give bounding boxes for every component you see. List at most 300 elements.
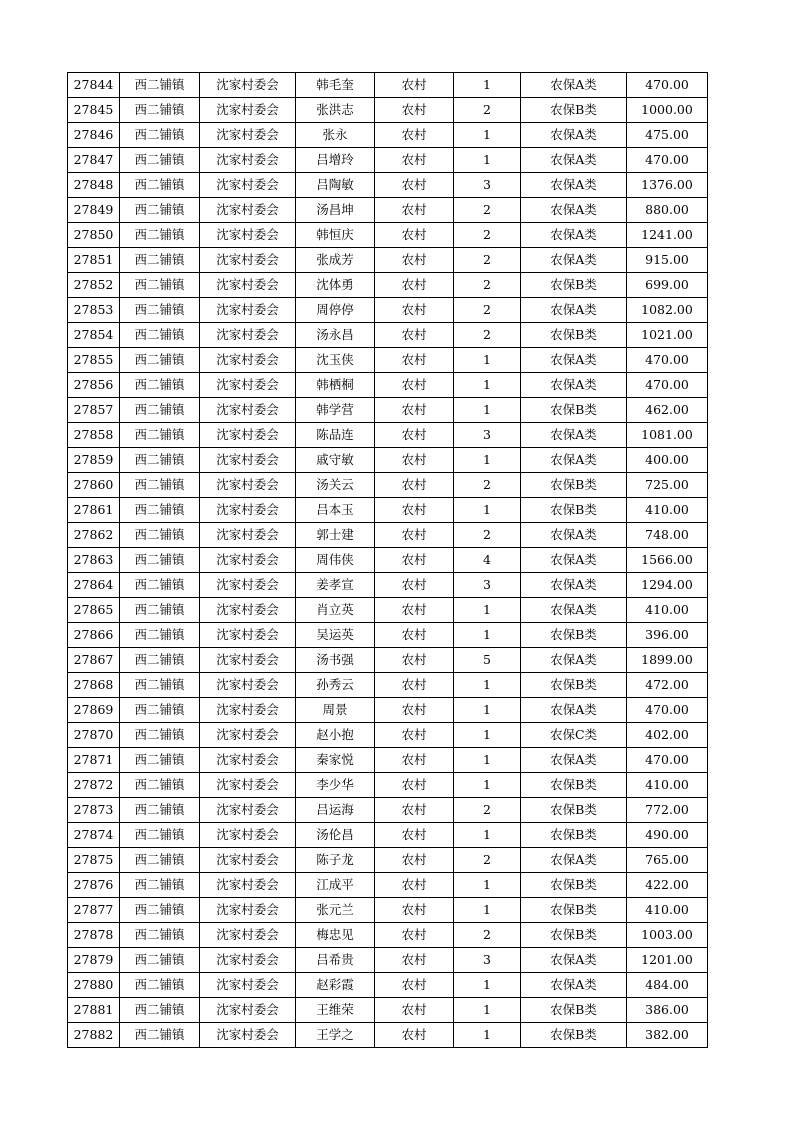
- cell-category: 农保A类: [521, 548, 627, 573]
- table-row: [68, 873, 708, 898]
- cell-type: 农村: [375, 348, 454, 373]
- cell-amount: 462.00: [627, 398, 708, 423]
- cell-village: 沈家村委会: [200, 823, 296, 848]
- table-row: [68, 348, 708, 373]
- cell-count: 1: [454, 598, 521, 623]
- cell-town: 西二铺镇: [120, 823, 200, 848]
- cell-category: 农保A类: [521, 698, 627, 723]
- cell-amount: 1899.00: [627, 648, 708, 673]
- cell-count: 1: [454, 723, 521, 748]
- table-row: [68, 398, 708, 423]
- cell-village: 沈家村委会: [200, 348, 296, 373]
- cell-name: 肖立英: [296, 598, 375, 623]
- cell-id: 27873: [68, 798, 120, 823]
- cell-count: 2: [454, 798, 521, 823]
- cell-id: 27850: [68, 223, 120, 248]
- table-row: [68, 598, 708, 623]
- cell-id: 27860: [68, 473, 120, 498]
- cell-id: 27864: [68, 573, 120, 598]
- cell-name: 韩恒庆: [296, 223, 375, 248]
- cell-count: 1: [454, 498, 521, 523]
- cell-name: 汤伦昌: [296, 823, 375, 848]
- cell-count: 1: [454, 148, 521, 173]
- cell-category: 农保A类: [521, 748, 627, 773]
- cell-name: 汤书强: [296, 648, 375, 673]
- cell-name: 汤关云: [296, 473, 375, 498]
- cell-amount: 410.00: [627, 598, 708, 623]
- cell-village: 沈家村委会: [200, 798, 296, 823]
- cell-town: 西二铺镇: [120, 473, 200, 498]
- cell-name: 赵彩霞: [296, 973, 375, 998]
- cell-name: 孙秀云: [296, 673, 375, 698]
- cell-town: 西二铺镇: [120, 198, 200, 223]
- cell-name: 陈品连: [296, 423, 375, 448]
- cell-amount: 1566.00: [627, 548, 708, 573]
- cell-amount: 470.00: [627, 348, 708, 373]
- cell-count: 1: [454, 898, 521, 923]
- cell-village: 沈家村委会: [200, 698, 296, 723]
- cell-count: 1: [454, 973, 521, 998]
- cell-amount: 915.00: [627, 248, 708, 273]
- cell-name: 戚守敏: [296, 448, 375, 473]
- cell-name: 赵小抱: [296, 723, 375, 748]
- table-row: [68, 748, 708, 773]
- table-row: [68, 498, 708, 523]
- cell-town: 西二铺镇: [120, 523, 200, 548]
- cell-type: 农村: [375, 298, 454, 323]
- cell-amount: 410.00: [627, 498, 708, 523]
- cell-type: 农村: [375, 473, 454, 498]
- cell-category: 农保B类: [521, 873, 627, 898]
- cell-count: 2: [454, 523, 521, 548]
- cell-name: 王维荣: [296, 998, 375, 1023]
- cell-id: 27845: [68, 98, 120, 123]
- cell-category: 农保B类: [521, 398, 627, 423]
- cell-category: 农保A类: [521, 298, 627, 323]
- table-row: [68, 673, 708, 698]
- cell-category: 农保A类: [521, 223, 627, 248]
- cell-category: 农保A类: [521, 848, 627, 873]
- cell-count: 2: [454, 198, 521, 223]
- cell-category: 农保B类: [521, 998, 627, 1023]
- cell-id: 27881: [68, 998, 120, 1023]
- cell-name: 吕本玉: [296, 498, 375, 523]
- cell-category: 农保B类: [521, 923, 627, 948]
- cell-category: 农保A类: [521, 148, 627, 173]
- cell-count: 3: [454, 423, 521, 448]
- cell-type: 农村: [375, 273, 454, 298]
- cell-name: 吴运英: [296, 623, 375, 648]
- cell-village: 沈家村委会: [200, 148, 296, 173]
- cell-count: 1: [454, 748, 521, 773]
- cell-name: 周伟侠: [296, 548, 375, 573]
- table-row: [68, 573, 708, 598]
- cell-id: 27847: [68, 148, 120, 173]
- cell-type: 农村: [375, 773, 454, 798]
- cell-category: 农保B类: [521, 473, 627, 498]
- table-row: [68, 523, 708, 548]
- cell-id: 27861: [68, 498, 120, 523]
- cell-town: 西二铺镇: [120, 73, 200, 98]
- table-row: [68, 648, 708, 673]
- cell-town: 西二铺镇: [120, 248, 200, 273]
- table-row: [68, 773, 708, 798]
- cell-category: 农保A类: [521, 73, 627, 98]
- table-row: [68, 423, 708, 448]
- cell-amount: 396.00: [627, 623, 708, 648]
- cell-type: 农村: [375, 848, 454, 873]
- cell-id: 27852: [68, 273, 120, 298]
- table-row: [68, 948, 708, 973]
- cell-village: 沈家村委会: [200, 73, 296, 98]
- cell-id: 27877: [68, 898, 120, 923]
- cell-village: 沈家村委会: [200, 398, 296, 423]
- cell-town: 西二铺镇: [120, 748, 200, 773]
- cell-name: 张成芳: [296, 248, 375, 273]
- cell-name: 汤永昌: [296, 323, 375, 348]
- cell-id: 27882: [68, 1023, 120, 1048]
- cell-amount: 470.00: [627, 748, 708, 773]
- cell-count: 1: [454, 823, 521, 848]
- cell-type: 农村: [375, 823, 454, 848]
- table-row: [68, 373, 708, 398]
- cell-id: 27849: [68, 198, 120, 223]
- cell-category: 农保A类: [521, 198, 627, 223]
- cell-id: 27875: [68, 848, 120, 873]
- cell-amount: 1294.00: [627, 573, 708, 598]
- cell-count: 2: [454, 848, 521, 873]
- cell-name: 韩栖桐: [296, 373, 375, 398]
- cell-count: 2: [454, 323, 521, 348]
- cell-category: 农保B类: [521, 673, 627, 698]
- cell-village: 沈家村委会: [200, 423, 296, 448]
- cell-category: 农保A类: [521, 948, 627, 973]
- cell-category: 农保A类: [521, 173, 627, 198]
- cell-category: 农保B类: [521, 498, 627, 523]
- cell-name: 梅忠见: [296, 923, 375, 948]
- cell-amount: 699.00: [627, 273, 708, 298]
- cell-town: 西二铺镇: [120, 898, 200, 923]
- cell-type: 农村: [375, 748, 454, 773]
- cell-town: 西二铺镇: [120, 573, 200, 598]
- table-row: [68, 298, 708, 323]
- cell-amount: 1081.00: [627, 423, 708, 448]
- cell-id: 27856: [68, 373, 120, 398]
- cell-amount: 402.00: [627, 723, 708, 748]
- cell-village: 沈家村委会: [200, 973, 296, 998]
- cell-town: 西二铺镇: [120, 623, 200, 648]
- cell-village: 沈家村委会: [200, 998, 296, 1023]
- cell-category: 农保C类: [521, 723, 627, 748]
- cell-count: 1: [454, 123, 521, 148]
- cell-amount: 472.00: [627, 673, 708, 698]
- cell-id: 27863: [68, 548, 120, 573]
- cell-type: 农村: [375, 498, 454, 523]
- cell-amount: 470.00: [627, 148, 708, 173]
- cell-town: 西二铺镇: [120, 698, 200, 723]
- table-row: [68, 273, 708, 298]
- cell-count: 1: [454, 673, 521, 698]
- cell-count: 1: [454, 873, 521, 898]
- cell-amount: 470.00: [627, 73, 708, 98]
- table-row: [68, 148, 708, 173]
- cell-id: 27848: [68, 173, 120, 198]
- cell-name: 陈子龙: [296, 848, 375, 873]
- cell-category: 农保A类: [521, 123, 627, 148]
- cell-id: 27851: [68, 248, 120, 273]
- cell-type: 农村: [375, 123, 454, 148]
- cell-amount: 422.00: [627, 873, 708, 898]
- cell-type: 农村: [375, 623, 454, 648]
- cell-name: 周停停: [296, 298, 375, 323]
- cell-village: 沈家村委会: [200, 948, 296, 973]
- cell-village: 沈家村委会: [200, 523, 296, 548]
- cell-count: 1: [454, 773, 521, 798]
- cell-type: 农村: [375, 673, 454, 698]
- table-row: [68, 898, 708, 923]
- cell-id: 27869: [68, 698, 120, 723]
- cell-village: 沈家村委会: [200, 723, 296, 748]
- cell-type: 农村: [375, 798, 454, 823]
- cell-amount: 400.00: [627, 448, 708, 473]
- cell-id: 27866: [68, 623, 120, 648]
- cell-type: 农村: [375, 973, 454, 998]
- cell-type: 农村: [375, 548, 454, 573]
- cell-count: 1: [454, 1023, 521, 1048]
- cell-count: 1: [454, 623, 521, 648]
- cell-town: 西二铺镇: [120, 123, 200, 148]
- cell-name: 姜孝宣: [296, 573, 375, 598]
- cell-village: 沈家村委会: [200, 648, 296, 673]
- cell-count: 1: [454, 698, 521, 723]
- table-row: [68, 548, 708, 573]
- cell-village: 沈家村委会: [200, 673, 296, 698]
- cell-name: 江成平: [296, 873, 375, 898]
- table-row: [68, 123, 708, 148]
- cell-village: 沈家村委会: [200, 873, 296, 898]
- cell-amount: 410.00: [627, 898, 708, 923]
- cell-village: 沈家村委会: [200, 898, 296, 923]
- cell-name: 沈体勇: [296, 273, 375, 298]
- cell-name: 王学之: [296, 1023, 375, 1048]
- cell-category: 农保B类: [521, 273, 627, 298]
- cell-town: 西二铺镇: [120, 498, 200, 523]
- cell-category: 农保B类: [521, 823, 627, 848]
- cell-name: 张洪志: [296, 98, 375, 123]
- cell-town: 西二铺镇: [120, 648, 200, 673]
- table-row: [68, 223, 708, 248]
- cell-town: 西二铺镇: [120, 298, 200, 323]
- cell-category: 农保B类: [521, 898, 627, 923]
- cell-amount: 765.00: [627, 848, 708, 873]
- cell-count: 3: [454, 173, 521, 198]
- cell-count: 2: [454, 473, 521, 498]
- cell-village: 沈家村委会: [200, 323, 296, 348]
- cell-count: 1: [454, 373, 521, 398]
- cell-amount: 490.00: [627, 823, 708, 848]
- cell-town: 西二铺镇: [120, 548, 200, 573]
- cell-village: 沈家村委会: [200, 448, 296, 473]
- cell-id: 27855: [68, 348, 120, 373]
- cell-town: 西二铺镇: [120, 873, 200, 898]
- cell-village: 沈家村委会: [200, 98, 296, 123]
- cell-id: 27868: [68, 673, 120, 698]
- cell-town: 西二铺镇: [120, 423, 200, 448]
- cell-amount: 382.00: [627, 1023, 708, 1048]
- cell-category: 农保B类: [521, 798, 627, 823]
- cell-amount: 475.00: [627, 123, 708, 148]
- cell-village: 沈家村委会: [200, 123, 296, 148]
- cell-amount: 470.00: [627, 373, 708, 398]
- cell-id: 27879: [68, 948, 120, 973]
- cell-count: 3: [454, 573, 521, 598]
- cell-amount: 880.00: [627, 198, 708, 223]
- cell-name: 吕希贵: [296, 948, 375, 973]
- cell-category: 农保B类: [521, 773, 627, 798]
- cell-type: 农村: [375, 648, 454, 673]
- cell-id: 27876: [68, 873, 120, 898]
- cell-town: 西二铺镇: [120, 848, 200, 873]
- cell-town: 西二铺镇: [120, 223, 200, 248]
- table-row: [68, 198, 708, 223]
- data-table: [67, 72, 708, 1048]
- table-row: [68, 1023, 708, 1048]
- cell-count: 1: [454, 998, 521, 1023]
- cell-village: 沈家村委会: [200, 848, 296, 873]
- table-row: [68, 323, 708, 348]
- cell-type: 农村: [375, 948, 454, 973]
- cell-id: 27858: [68, 423, 120, 448]
- cell-type: 农村: [375, 448, 454, 473]
- table-row: [68, 73, 708, 98]
- table-row: [68, 173, 708, 198]
- cell-name: 韩学营: [296, 398, 375, 423]
- cell-town: 西二铺镇: [120, 1023, 200, 1048]
- cell-category: 农保B类: [521, 98, 627, 123]
- cell-amount: 410.00: [627, 773, 708, 798]
- cell-amount: 1082.00: [627, 298, 708, 323]
- cell-type: 农村: [375, 198, 454, 223]
- cell-type: 农村: [375, 73, 454, 98]
- cell-count: 1: [454, 348, 521, 373]
- cell-id: 27870: [68, 723, 120, 748]
- cell-type: 农村: [375, 98, 454, 123]
- cell-town: 西二铺镇: [120, 173, 200, 198]
- table-row: [68, 698, 708, 723]
- cell-type: 农村: [375, 1023, 454, 1048]
- cell-village: 沈家村委会: [200, 298, 296, 323]
- cell-id: 27871: [68, 748, 120, 773]
- cell-count: 1: [454, 73, 521, 98]
- cell-village: 沈家村委会: [200, 573, 296, 598]
- cell-village: 沈家村委会: [200, 598, 296, 623]
- cell-category: 农保B类: [521, 623, 627, 648]
- cell-id: 27867: [68, 648, 120, 673]
- cell-count: 2: [454, 298, 521, 323]
- cell-village: 沈家村委会: [200, 173, 296, 198]
- cell-town: 西二铺镇: [120, 398, 200, 423]
- cell-village: 沈家村委会: [200, 923, 296, 948]
- cell-amount: 1241.00: [627, 223, 708, 248]
- cell-type: 农村: [375, 698, 454, 723]
- cell-id: 27859: [68, 448, 120, 473]
- cell-town: 西二铺镇: [120, 923, 200, 948]
- cell-town: 西二铺镇: [120, 598, 200, 623]
- cell-village: 沈家村委会: [200, 623, 296, 648]
- cell-count: 2: [454, 923, 521, 948]
- cell-type: 农村: [375, 598, 454, 623]
- cell-village: 沈家村委会: [200, 748, 296, 773]
- cell-id: 27854: [68, 323, 120, 348]
- cell-name: 吕运海: [296, 798, 375, 823]
- table-row: [68, 473, 708, 498]
- cell-amount: 386.00: [627, 998, 708, 1023]
- cell-town: 西二铺镇: [120, 348, 200, 373]
- cell-name: 张元兰: [296, 898, 375, 923]
- cell-village: 沈家村委会: [200, 548, 296, 573]
- cell-count: 2: [454, 248, 521, 273]
- cell-village: 沈家村委会: [200, 773, 296, 798]
- table-row: [68, 448, 708, 473]
- cell-type: 农村: [375, 998, 454, 1023]
- cell-id: 27862: [68, 523, 120, 548]
- cell-category: 农保A类: [521, 248, 627, 273]
- cell-id: 27853: [68, 298, 120, 323]
- table-row: [68, 973, 708, 998]
- cell-type: 农村: [375, 523, 454, 548]
- cell-type: 农村: [375, 373, 454, 398]
- cell-amount: 1003.00: [627, 923, 708, 948]
- cell-amount: 1376.00: [627, 173, 708, 198]
- cell-id: 27874: [68, 823, 120, 848]
- table-row: [68, 723, 708, 748]
- cell-town: 西二铺镇: [120, 973, 200, 998]
- cell-name: 秦家悦: [296, 748, 375, 773]
- cell-town: 西二铺镇: [120, 773, 200, 798]
- cell-category: 农保B类: [521, 323, 627, 348]
- cell-type: 农村: [375, 898, 454, 923]
- cell-amount: 1021.00: [627, 323, 708, 348]
- cell-name: 沈玉侠: [296, 348, 375, 373]
- cell-town: 西二铺镇: [120, 98, 200, 123]
- cell-type: 农村: [375, 173, 454, 198]
- table-row: [68, 923, 708, 948]
- cell-id: 27844: [68, 73, 120, 98]
- cell-id: 27857: [68, 398, 120, 423]
- cell-type: 农村: [375, 423, 454, 448]
- table-row: [68, 623, 708, 648]
- cell-name: 李少华: [296, 773, 375, 798]
- cell-category: 农保A类: [521, 648, 627, 673]
- cell-id: 27846: [68, 123, 120, 148]
- cell-category: 农保A类: [521, 573, 627, 598]
- cell-count: 3: [454, 948, 521, 973]
- table-row: [68, 848, 708, 873]
- cell-type: 农村: [375, 873, 454, 898]
- cell-type: 农村: [375, 223, 454, 248]
- cell-name: 郭士建: [296, 523, 375, 548]
- cell-name: 周景: [296, 698, 375, 723]
- cell-town: 西二铺镇: [120, 373, 200, 398]
- cell-town: 西二铺镇: [120, 448, 200, 473]
- cell-category: 农保A类: [521, 598, 627, 623]
- cell-town: 西二铺镇: [120, 798, 200, 823]
- cell-village: 沈家村委会: [200, 273, 296, 298]
- cell-amount: 748.00: [627, 523, 708, 548]
- cell-id: 27878: [68, 923, 120, 948]
- cell-town: 西二铺镇: [120, 148, 200, 173]
- cell-village: 沈家村委会: [200, 1023, 296, 1048]
